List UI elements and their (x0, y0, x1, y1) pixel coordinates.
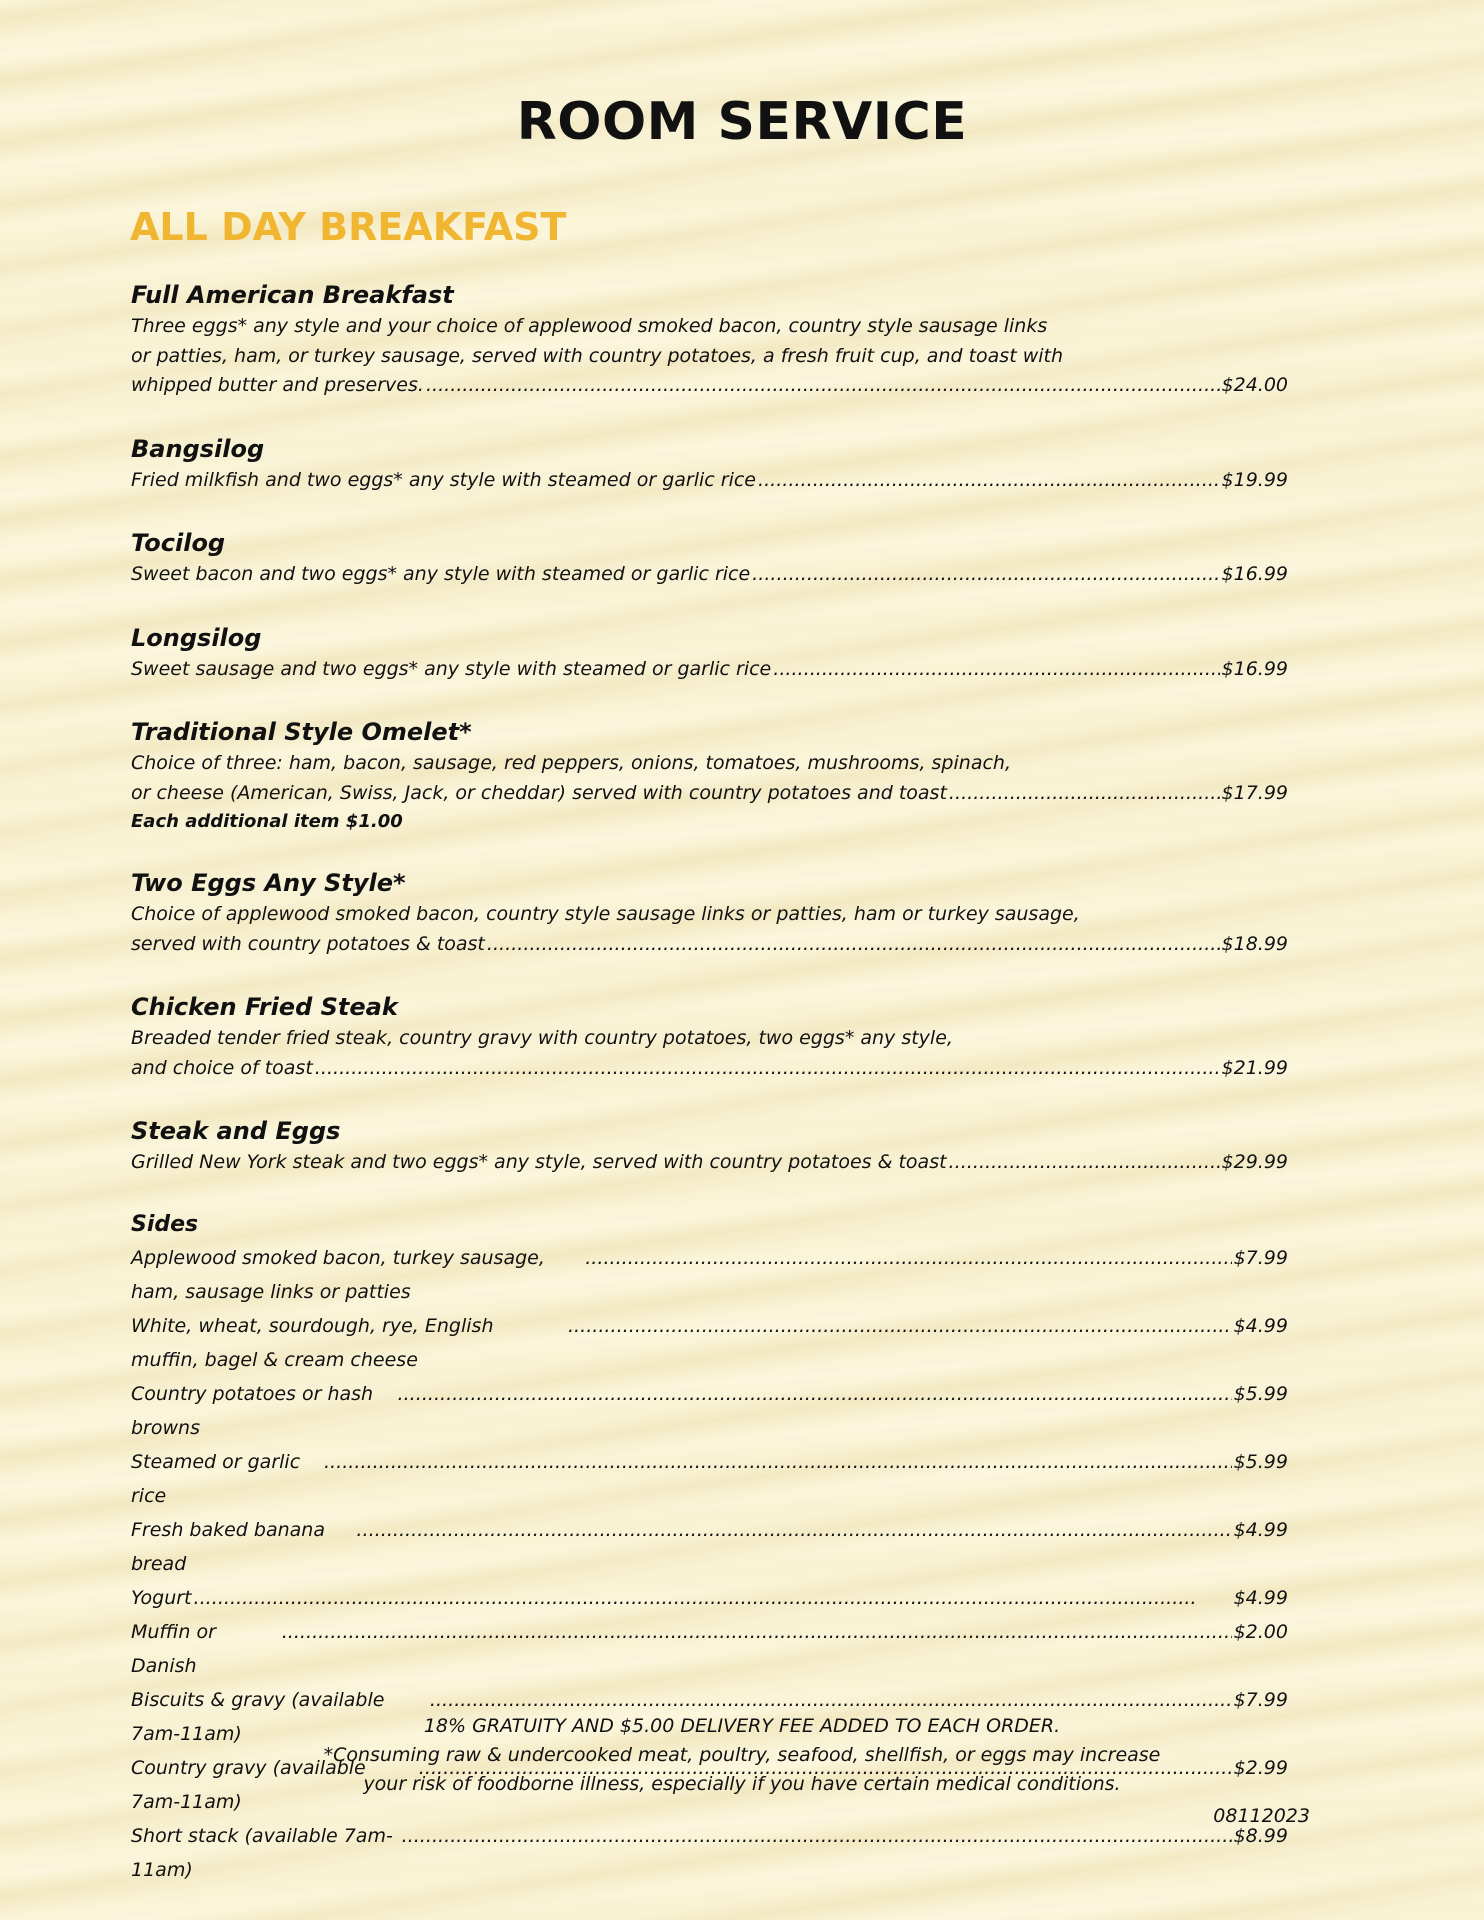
item-description: Sweet bacon and two eggs* any style with steamed or garlic rice (131, 563, 751, 585)
item-name: Tocilog (131, 529, 226, 557)
footer-notice (0, 1712, 1484, 1799)
menu-item (131, 866, 1288, 959)
item-description: and choice of toast (131, 1056, 313, 1079)
health-warning: *Consuming raw & undercooked meat, poultry, seafood, shellfish, or eggs may increase (323, 1744, 1161, 1766)
side-label: Country gravy (available 7am-11am) (131, 1756, 366, 1813)
side-price: $2.99 (1233, 1756, 1288, 1779)
side-label: Short stack (available 7am-11am) (131, 1824, 393, 1881)
side-price: $4.99 (1233, 1314, 1288, 1337)
item-price-line (131, 1148, 1288, 1178)
section-title: ALL DAY BREAKFAST (130, 205, 567, 249)
menu-item (131, 526, 1288, 590)
side-label: Yogurt (131, 1586, 192, 1609)
dot-leader (568, 1309, 1232, 1343)
dot-leader (758, 466, 1220, 496)
health-warning: your risk of foodborne illness, especially if you have certain medical conditions. (363, 1773, 1121, 1795)
item-description: Fried milkfish and two eggs* any style with steamed or garlic rice (131, 468, 756, 491)
side-label: Biscuits & gravy (available 7am-11am) (131, 1688, 385, 1745)
side-item (131, 1241, 1288, 1309)
side-label: Steamed or garlic rice (131, 1450, 301, 1507)
side-item (131, 1819, 1288, 1887)
side-label: Muffin or Danish (131, 1620, 216, 1677)
dot-leader (356, 1513, 1231, 1547)
item-name: Two Eggs Any Style* (131, 869, 406, 897)
item-description: Breaded tender fried steak, country gravy with country potatoes, two eggs* any style, (131, 1027, 953, 1049)
dot-leader (585, 1241, 1231, 1275)
item-description: whipped butter and preserves. (131, 374, 424, 396)
side-price: $4.99 (1233, 1586, 1288, 1609)
item-name: Steak and Eggs (131, 1117, 341, 1145)
item-price: $17.99 (1221, 781, 1288, 804)
item-price: $29.99 (1221, 1151, 1288, 1173)
item-price: $16.99 (1221, 563, 1288, 585)
side-price: $8.99 (1233, 1824, 1288, 1847)
sides-title: Sides (131, 1211, 199, 1237)
side-price: $5.99 (1233, 1382, 1288, 1405)
dot-leader (949, 779, 1220, 809)
item-name: Bangsilog (131, 434, 265, 463)
gratuity-notice: 18% GRATUITY AND $5.00 DELIVERY FEE ADDED TO EACH ORDER. (423, 1715, 1061, 1737)
side-label: Fresh baked banana bread (131, 1518, 325, 1575)
item-price-line (131, 466, 1288, 496)
item-description: served with country potatoes & toast (131, 932, 485, 955)
menu-item (131, 621, 1288, 685)
dot-leader (402, 1819, 1232, 1853)
dot-leader (487, 930, 1220, 960)
item-price-line (131, 930, 1288, 960)
item-description: Choice of three: ham, bacon, sausage, red peppers, onions, tomatoes, mushrooms, spinach, (131, 752, 1011, 774)
item-description: Grilled New York steak and two eggs* any style, served with country potatoes & toast (131, 1151, 947, 1173)
menu-code: 08112023 (1213, 1805, 1310, 1827)
item-price: $24.00 (1221, 374, 1288, 396)
dot-leader (315, 1054, 1220, 1084)
side-label: Country potatoes or hash browns (131, 1382, 374, 1439)
item-name: Full American Breakfast (131, 281, 454, 309)
side-item (131, 1445, 1288, 1513)
side-price: $7.99 (1233, 1246, 1288, 1269)
item-description: Sweet sausage and two eggs* any style with steamed or garlic rice (131, 657, 772, 680)
side-price: $2.00 (1233, 1620, 1288, 1643)
item-price: $19.99 (1221, 468, 1288, 491)
item-price: $21.99 (1221, 1056, 1288, 1079)
dot-leader (282, 1615, 1232, 1649)
item-price: $18.99 (1221, 932, 1288, 955)
menu-content (131, 278, 1288, 1887)
side-item (131, 1581, 1288, 1615)
item-note: Each additional item $1.00 (131, 811, 403, 832)
dot-leader (194, 1581, 1232, 1615)
page-title: ROOM SERVICE (516, 92, 968, 152)
dot-leader (949, 1148, 1220, 1178)
item-description: or patties, ham, or turkey sausage, served with country potatoes, a fresh fruit cup, and toast with (131, 344, 1064, 367)
menu-item (131, 278, 1288, 401)
dot-leader (426, 371, 1220, 401)
menu-item (131, 715, 1288, 835)
menu-item (131, 990, 1288, 1083)
item-price-line (131, 1054, 1288, 1084)
side-label: White, wheat, sourdough, rye, English muffin, bagel & cream cheese (131, 1314, 494, 1371)
dot-leader (752, 560, 1219, 590)
dot-leader (324, 1445, 1232, 1479)
dot-leader (398, 1377, 1232, 1411)
side-price: $4.99 (1233, 1518, 1288, 1541)
side-price: $7.99 (1233, 1688, 1288, 1711)
item-name: Longsilog (131, 623, 262, 652)
item-name: Traditional Style Omelet* (131, 718, 472, 746)
side-item (131, 1615, 1288, 1683)
item-price-line (131, 779, 1288, 809)
item-price-line (131, 560, 1288, 590)
side-item (131, 1513, 1288, 1581)
side-label: Applewood smoked bacon, turkey sausage, ham, sausage links or patties (131, 1246, 545, 1303)
item-price-line (131, 655, 1288, 685)
item-price-line (131, 371, 1288, 401)
menu-item (131, 432, 1288, 496)
side-item (131, 1309, 1288, 1377)
item-description: Three eggs* any style and your choice of applewood smoked bacon, country style sausage links (131, 315, 1048, 337)
item-description: or cheese (American, Swiss, Jack, or cheddar) served with country potatoes and toast (131, 781, 947, 804)
menu-item (131, 1114, 1288, 1178)
item-price: $16.99 (1221, 657, 1288, 680)
side-price: $5.99 (1233, 1450, 1288, 1473)
dot-leader (773, 655, 1219, 685)
item-description: Choice of applewood smoked bacon, country style sausage links or patties, ham or turkey sausage, (131, 903, 1080, 925)
side-item (131, 1377, 1288, 1445)
item-name: Chicken Fried Steak (131, 993, 398, 1021)
